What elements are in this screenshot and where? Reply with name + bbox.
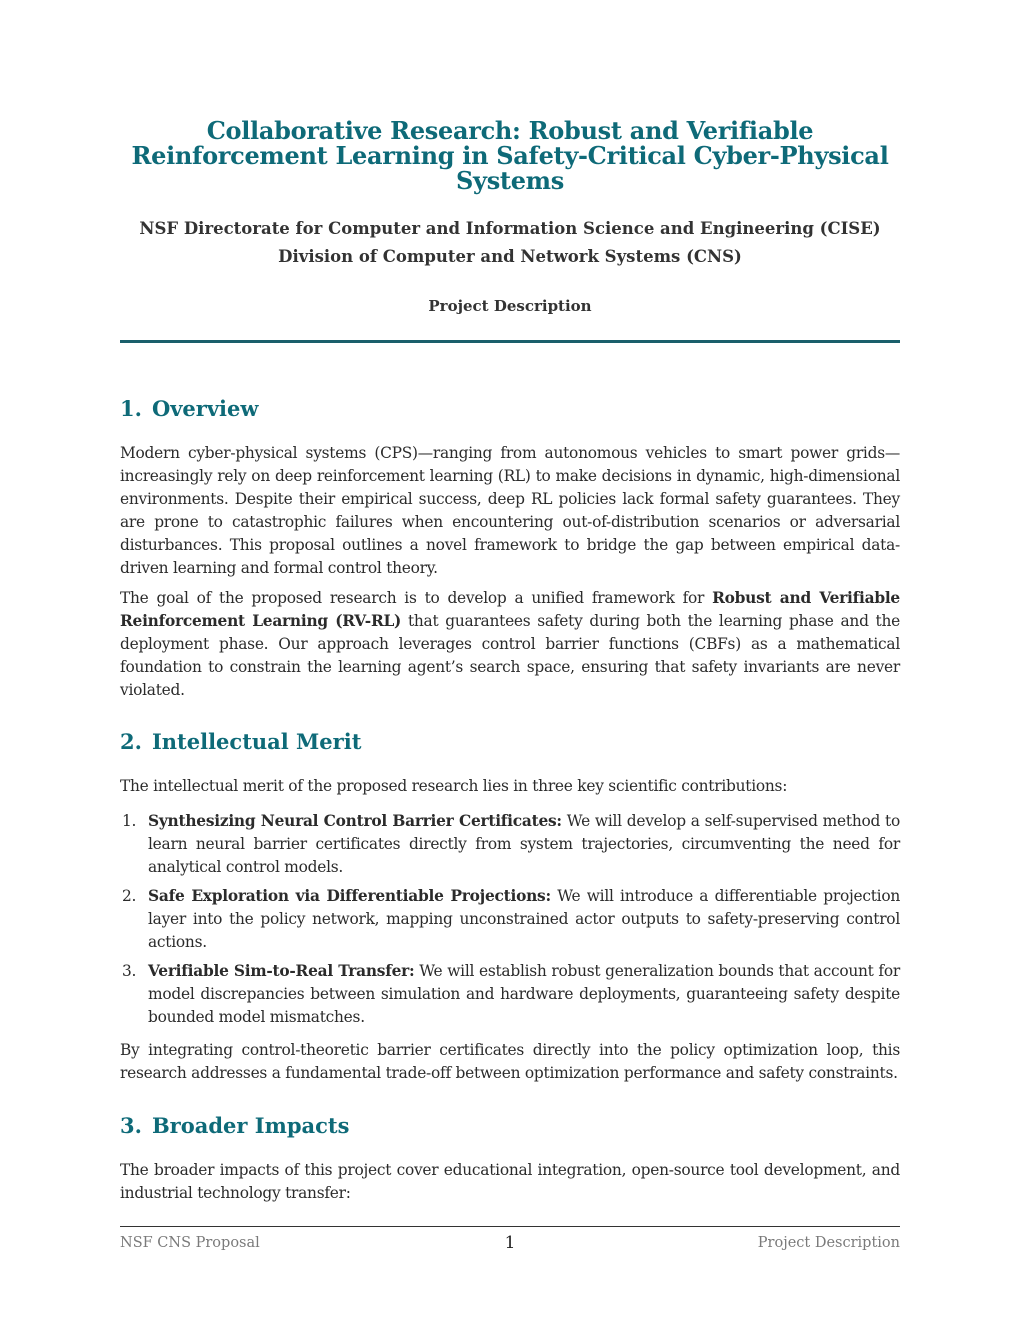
framework-name: Robust and Verifiable Reinforcement Learning (RV-RL) (120, 589, 900, 630)
footer-left-label: NSF CNS Proposal (120, 1235, 260, 1251)
merit-closing: By integrating control-theoretic barrier certificates directly into the policy optimization loop, this research addresses a fundamental trade-off between optimization performance and safety constraints. (120, 1041, 900, 1082)
list-item (120, 810, 900, 879)
section-number: 2. (120, 729, 142, 754)
item-text: We will introduce a differentiable projection layer into the policy network, mapping unconstrained actor outputs to safety-preserving control actions. (148, 887, 900, 951)
paragraph-text: that guarantees safety during both the learning phase and the deployment phase. Our approach leverages control barrier functions (CBFs) as a mathematical foundation to constrain the learning agent’s search space, ensuring that safety invariants are never violated. (120, 612, 900, 699)
document-title (120, 118, 900, 193)
item-text: We will establish robust generalization bounds that account for model discrepancies between simulation and hardware deployments, guaranteeing safety despite bounded model mismatches. (148, 962, 900, 1026)
overview-paragraph-2 (120, 587, 900, 702)
section-title: Intellectual Merit (151, 729, 362, 754)
section-heading-overview (120, 396, 258, 421)
merit-intro: The intellectual merit of the proposed research lies in three key scientific contributions: (120, 777, 788, 795)
section-title: Overview (151, 396, 259, 421)
list-item (120, 960, 900, 1029)
section-heading-intellectual-merit (120, 729, 361, 754)
item-text: We will develop a self-supervised method to learn neural barrier certificates directly from system trajectories, circumventing the need for analytical control models. (148, 812, 900, 876)
overview-paragraph-1: Modern cyber-physical systems (CPS)—ranging from autonomous vehicles to smart power grids—increasingly rely on deep reinforcement learning (RL) to make decisions in dynamic, high-dimensional environments. Despite their empirical success, deep RL policies lack formal safety guarantees. They are prone to catastrophic failures when encountering out-of-distribution scenarios or adversarial disturbances. This proposal outlines a novel framework to bridge the gap between empirical data-driven learning and formal control theory. (120, 444, 900, 577)
title-line-1: Collaborative Research: Robust and Verifiable (206, 116, 814, 145)
document-type: Project Description (428, 297, 592, 315)
document-page (120, 0, 900, 1320)
title-block (120, 0, 900, 315)
title-divider (120, 340, 900, 343)
list-marker: 1. (122, 812, 137, 830)
page-number: 1 (504, 1233, 516, 1253)
title-line-2: Reinforcement Learning in Safety-Critical Cyber-Physical (131, 141, 889, 170)
title-line-3: Systems (456, 166, 564, 195)
footer-right-label: Project Description (757, 1235, 900, 1251)
section-heading-broader-impacts (120, 1113, 349, 1138)
division-line: Division of Computer and Network Systems (CNS) (278, 247, 742, 266)
impacts-intro: The broader impacts of this project cover educational integration, open-source tool development, and industrial technology transfer: (120, 1161, 900, 1202)
directorate-line: NSF Directorate for Computer and Information Science and Engineering (CISE) (139, 219, 881, 238)
paragraph-text: The goal of the proposed research is to develop a unified framework for (120, 589, 713, 607)
page-footer (120, 1233, 900, 1257)
agency-subtitle (120, 215, 900, 271)
section-title: Broader Impacts (151, 1113, 350, 1138)
list-marker: 3. (122, 962, 137, 980)
footer-divider (120, 1226, 900, 1227)
list-marker: 2. (122, 887, 137, 905)
section-number: 3. (120, 1113, 142, 1138)
item-title: Safe Exploration via Differentiable Projections: (148, 887, 551, 905)
item-title: Verifiable Sim-to-Real Transfer: (148, 962, 415, 980)
contributions-list (120, 810, 900, 1035)
section-number: 1. (120, 396, 142, 421)
item-title: Synthesizing Neural Control Barrier Certificates: (148, 812, 562, 830)
list-item (120, 885, 900, 954)
